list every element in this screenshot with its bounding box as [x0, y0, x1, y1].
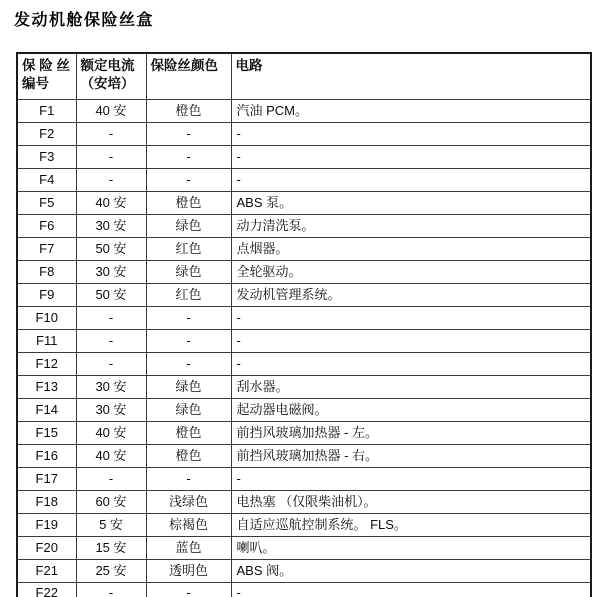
circuit-cell: 动力清洗泵。 — [231, 214, 591, 237]
amps-cell: 30 安 — [76, 214, 146, 237]
circuit-cell: ABS 阀。 — [231, 559, 591, 582]
fuse-cell: F10 — [17, 306, 76, 329]
circuit-cell: - — [231, 329, 591, 352]
fuse-cell: F8 — [17, 260, 76, 283]
amps-cell: - — [76, 168, 146, 191]
fuse-cell: F13 — [17, 375, 76, 398]
circuit-cell: 刮水器。 — [231, 375, 591, 398]
table-row — [17, 306, 591, 329]
header-fuse-number — [17, 53, 76, 99]
table-row — [17, 582, 591, 597]
color-cell: 蓝色 — [146, 536, 231, 559]
table-row — [17, 283, 591, 306]
table-row — [17, 536, 591, 559]
fuse-cell: F14 — [17, 398, 76, 421]
table-row — [17, 467, 591, 490]
color-cell: 橙色 — [146, 191, 231, 214]
table-row — [17, 421, 591, 444]
amps-cell: 15 安 — [76, 536, 146, 559]
color-cell: - — [146, 329, 231, 352]
fuse-cell: F21 — [17, 559, 76, 582]
fuse-cell: F9 — [17, 283, 76, 306]
amps-cell: - — [76, 122, 146, 145]
color-cell: 红色 — [146, 283, 231, 306]
amps-cell: 40 安 — [76, 99, 146, 122]
amps-cell: - — [76, 582, 146, 597]
header-rated-current-line2: （安培） — [80, 76, 135, 91]
fuse-cell: F5 — [17, 191, 76, 214]
fuse-cell: F3 — [17, 145, 76, 168]
header-row — [17, 53, 591, 99]
circuit-cell: - — [231, 352, 591, 375]
table-row — [17, 99, 591, 122]
color-cell: 浅绿色 — [146, 490, 231, 513]
header-fuse-number-line2: 编号 — [22, 76, 49, 91]
circuit-cell: 前挡风玻璃加热器 - 左。 — [231, 421, 591, 444]
circuit-cell: 起动器电磁阀。 — [231, 398, 591, 421]
circuit-cell: 前挡风玻璃加热器 - 右。 — [231, 444, 591, 467]
table-row — [17, 145, 591, 168]
fuse-cell: F20 — [17, 536, 76, 559]
color-cell: 棕褐色 — [146, 513, 231, 536]
amps-cell: 40 安 — [76, 191, 146, 214]
table-row — [17, 352, 591, 375]
circuit-cell: 喇叭。 — [231, 536, 591, 559]
amps-cell: 30 安 — [76, 260, 146, 283]
fuse-cell: F19 — [17, 513, 76, 536]
color-cell: - — [146, 306, 231, 329]
amps-cell: 50 安 — [76, 237, 146, 260]
header-circuit: 电路 — [231, 53, 591, 99]
color-cell: 绿色 — [146, 214, 231, 237]
circuit-cell: - — [231, 168, 591, 191]
color-cell: 橙色 — [146, 444, 231, 467]
circuit-cell: - — [231, 306, 591, 329]
table-row — [17, 490, 591, 513]
circuit-cell: 全轮驱动。 — [231, 260, 591, 283]
color-cell: - — [146, 352, 231, 375]
color-cell: 红色 — [146, 237, 231, 260]
table-row — [17, 398, 591, 421]
color-cell: - — [146, 145, 231, 168]
fuse-cell: F16 — [17, 444, 76, 467]
table-row — [17, 260, 591, 283]
header-fuse-number-line1: 保 险 丝 — [22, 58, 71, 73]
amps-cell: 40 安 — [76, 444, 146, 467]
table-row — [17, 329, 591, 352]
fuse-table-body — [17, 99, 591, 597]
color-cell: - — [146, 467, 231, 490]
amps-cell: - — [76, 329, 146, 352]
table-row — [17, 191, 591, 214]
amps-cell: - — [76, 467, 146, 490]
fuse-table — [16, 52, 592, 597]
fuse-cell: F12 — [17, 352, 76, 375]
color-cell: - — [146, 582, 231, 597]
header-rated-current-line1: 额定电流 — [80, 58, 135, 73]
table-row — [17, 513, 591, 536]
header-rated-current — [76, 53, 146, 99]
amps-cell: 30 安 — [76, 398, 146, 421]
circuit-cell: 电热塞 （仅限柴油机）。 — [231, 490, 591, 513]
circuit-cell: 汽油 PCM。 — [231, 99, 591, 122]
table-row — [17, 375, 591, 398]
color-cell: - — [146, 168, 231, 191]
circuit-cell: ABS 泵。 — [231, 191, 591, 214]
fuse-cell: F6 — [17, 214, 76, 237]
amps-cell: - — [76, 306, 146, 329]
table-row — [17, 122, 591, 145]
fuse-cell: F2 — [17, 122, 76, 145]
page-title: 发动机舱保险丝盒 — [14, 12, 155, 29]
fuse-cell: F11 — [17, 329, 76, 352]
amps-cell: - — [76, 145, 146, 168]
header-fuse-color: 保险丝颜色 — [146, 53, 231, 99]
amps-cell: 60 安 — [76, 490, 146, 513]
color-cell: 透明色 — [146, 559, 231, 582]
amps-cell: - — [76, 352, 146, 375]
amps-cell: 5 安 — [76, 513, 146, 536]
table-row — [17, 237, 591, 260]
fuse-cell: F1 — [17, 99, 76, 122]
circuit-cell: - — [231, 145, 591, 168]
amps-cell: 50 安 — [76, 283, 146, 306]
table-row — [17, 559, 591, 582]
color-cell: 绿色 — [146, 398, 231, 421]
circuit-cell: 点烟器。 — [231, 237, 591, 260]
color-cell: 橙色 — [146, 421, 231, 444]
circuit-cell: - — [231, 582, 591, 597]
circuit-cell: 自适应巡航控制系统。 FLS。 — [231, 513, 591, 536]
fuse-cell: F18 — [17, 490, 76, 513]
amps-cell: 30 安 — [76, 375, 146, 398]
color-cell: - — [146, 122, 231, 145]
color-cell: 橙色 — [146, 99, 231, 122]
circuit-cell: 发动机管理系统。 — [231, 283, 591, 306]
color-cell: 绿色 — [146, 260, 231, 283]
fuse-cell: F17 — [17, 467, 76, 490]
fuse-cell: F15 — [17, 421, 76, 444]
circuit-cell: - — [231, 122, 591, 145]
table-row — [17, 444, 591, 467]
fuse-cell: F22 — [17, 582, 76, 597]
color-cell: 绿色 — [146, 375, 231, 398]
fuse-cell: F4 — [17, 168, 76, 191]
amps-cell: 25 安 — [76, 559, 146, 582]
fuse-cell: F7 — [17, 237, 76, 260]
table-row — [17, 168, 591, 191]
amps-cell: 40 安 — [76, 421, 146, 444]
table-row — [17, 214, 591, 237]
circuit-cell: - — [231, 467, 591, 490]
